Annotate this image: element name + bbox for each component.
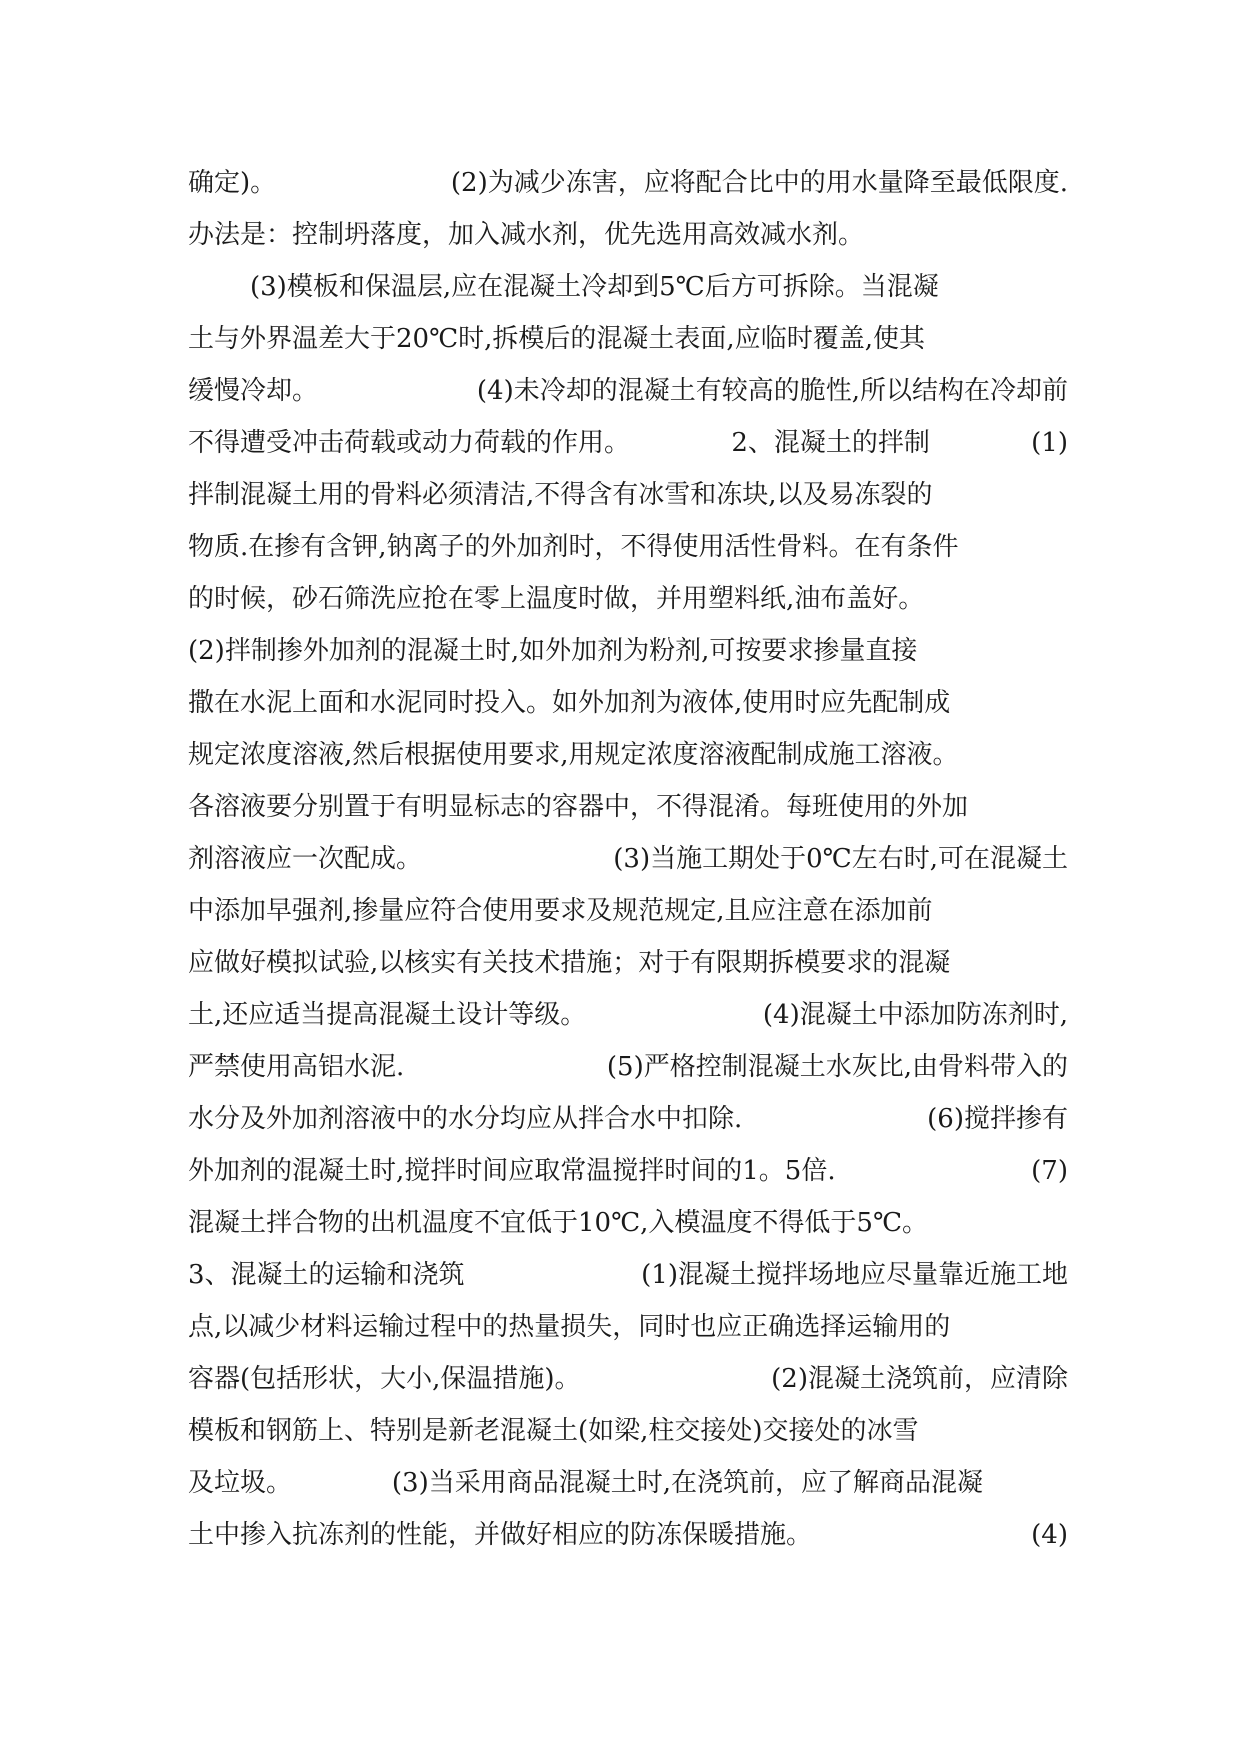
line-segment: 各溶液要分别置于有明显标志的容器中，不得混淆。每班使用的外加 bbox=[188, 792, 969, 822]
line-segment: 容器(包括形状，大小,保温措施)。 bbox=[188, 1364, 581, 1394]
line-segment: 点,以减少材料运输过程中的热量损失，同时也应正确选择运输用的 bbox=[188, 1312, 951, 1342]
line-segment: (6)搅拌掺有 bbox=[927, 1104, 1068, 1134]
text-line bbox=[188, 1093, 1068, 1145]
text-line bbox=[188, 1353, 1068, 1405]
line-segment: (4)混凝土中添加防冻剂时, bbox=[762, 1000, 1068, 1030]
text-line bbox=[188, 729, 1068, 781]
line-segment: 物质.在掺有含钾,钠离子的外加剂时，不得使用活性骨料。在有条件 bbox=[188, 532, 959, 562]
text-line bbox=[188, 625, 1068, 677]
line-segment: 水分及外加剂溶液中的水分均应从拌合水中扣除. bbox=[188, 1104, 743, 1134]
text-line bbox=[188, 209, 1068, 261]
line-segment: 土与外界温差大于20℃时,拆模后的混凝土表面,应临时覆盖,使其 bbox=[188, 324, 925, 354]
line-segment: 模板和钢筋上、特别是新老混凝土(如梁,柱交接处)交接处的冰雪 bbox=[188, 1416, 919, 1446]
text-line bbox=[188, 1301, 1068, 1353]
line-segment: 3、混凝土的运输和浇筑 bbox=[188, 1260, 465, 1290]
text-line bbox=[188, 1145, 1068, 1197]
text-line bbox=[188, 833, 1068, 885]
text-line bbox=[188, 937, 1068, 989]
line-segment: (4) bbox=[1031, 1520, 1068, 1550]
line-segment: 应做好模拟试验,以核实有关技术措施；对于有限期拆模要求的混凝 bbox=[188, 948, 951, 978]
line-segment: (4)未冷却的混凝土有较高的脆性,所以结构在冷却前 bbox=[476, 376, 1068, 406]
line-segment: 中添加早强剂,掺量应符合使用要求及规范规定,且应注意在添加前 bbox=[188, 896, 933, 926]
line-segment: (3)模板和保温层,应在混凝土冷却到5℃后方可拆除。当混凝 bbox=[250, 272, 939, 302]
text-line bbox=[188, 573, 1068, 625]
line-segment: (2)拌制掺外加剂的混凝土时,如外加剂为粉剂,可按要求掺量直接 bbox=[188, 636, 918, 666]
line-segment: (1)混凝土搅拌场地应尽量靠近施工地 bbox=[641, 1260, 1068, 1290]
line-segment: (5)严格控制混凝土水灰比,由骨料带入的 bbox=[606, 1052, 1068, 1082]
text-line bbox=[188, 1405, 1068, 1457]
text-line bbox=[188, 885, 1068, 937]
text-line bbox=[188, 365, 1068, 417]
text-line bbox=[188, 261, 1068, 313]
text-line bbox=[188, 989, 1068, 1041]
line-segment: 办法是：控制坍落度，加入减水剂，优先选用高效减水剂。 bbox=[188, 220, 865, 250]
text-line bbox=[188, 313, 1068, 365]
text-line bbox=[188, 677, 1068, 729]
line-segment: 缓慢冷却。 bbox=[188, 376, 319, 406]
line-segment: 混凝土拌合物的出机温度不宜低于10℃,入模温度不得低于5℃。 bbox=[188, 1208, 929, 1238]
line-segment: (1) bbox=[1031, 428, 1068, 458]
text-line bbox=[188, 417, 1068, 469]
line-segment: 规定浓度溶液,然后根据使用要求,用规定浓度溶液配制成施工溶液。 bbox=[188, 740, 959, 770]
text-line bbox=[188, 469, 1068, 521]
line-segment: 外加剂的混凝土时,搅拌时间应取常温搅拌时间的1。5倍. bbox=[188, 1156, 836, 1186]
line-segment: (7) bbox=[1031, 1156, 1068, 1186]
line-segment: (2)为减少冻害，应将配合比中的用水量降至最低限度. bbox=[450, 168, 1068, 198]
text-line bbox=[188, 1509, 1068, 1561]
line-segment: 及垃圾。 bbox=[188, 1468, 293, 1498]
text-line bbox=[188, 1041, 1068, 1093]
line-segment: 剂溶液应一次配成。 bbox=[188, 844, 423, 874]
line-segment: 不得遭受冲击荷载或动力荷载的作用。 bbox=[188, 428, 631, 458]
line-segment: 拌制混凝土用的骨料必须清洁,不得含有冰雪和冻块,以及易冻裂的 bbox=[188, 480, 933, 510]
text-line bbox=[188, 781, 1068, 833]
text-line bbox=[188, 1197, 1068, 1249]
text-line bbox=[188, 521, 1068, 573]
line-segment: 的时候，砂石筛洗应抢在零上温度时做，并用塑料纸,油布盖好。 bbox=[188, 584, 925, 614]
line-segment: 撒在水泥上面和水泥同时投入。如外加剂为液体,使用时应先配制成 bbox=[188, 688, 951, 718]
line-segment: (3)当施工期处于0℃左右时,可在混凝土 bbox=[613, 844, 1068, 874]
line-segment: 2、混凝土的拌制 bbox=[731, 428, 930, 458]
line-segment: 确定)。 bbox=[188, 168, 277, 198]
line-segment: 土,还应适当提高混凝土设计等级。 bbox=[188, 1000, 587, 1030]
line-segment: 土中掺入抗冻剂的性能，并做好相应的防冻保暖措施。 bbox=[188, 1520, 813, 1550]
text-line bbox=[188, 1249, 1068, 1301]
line-segment: (3)当采用商品混凝土时,在浇筑前，应了解商品混凝 bbox=[391, 1468, 983, 1498]
line-segment: 严禁使用高铝水泥. bbox=[188, 1052, 405, 1082]
text-line bbox=[188, 157, 1068, 209]
line-segment: (2)混凝土浇筑前，应清除 bbox=[771, 1364, 1068, 1394]
body-text bbox=[188, 157, 1068, 1561]
text-line bbox=[188, 1457, 983, 1509]
